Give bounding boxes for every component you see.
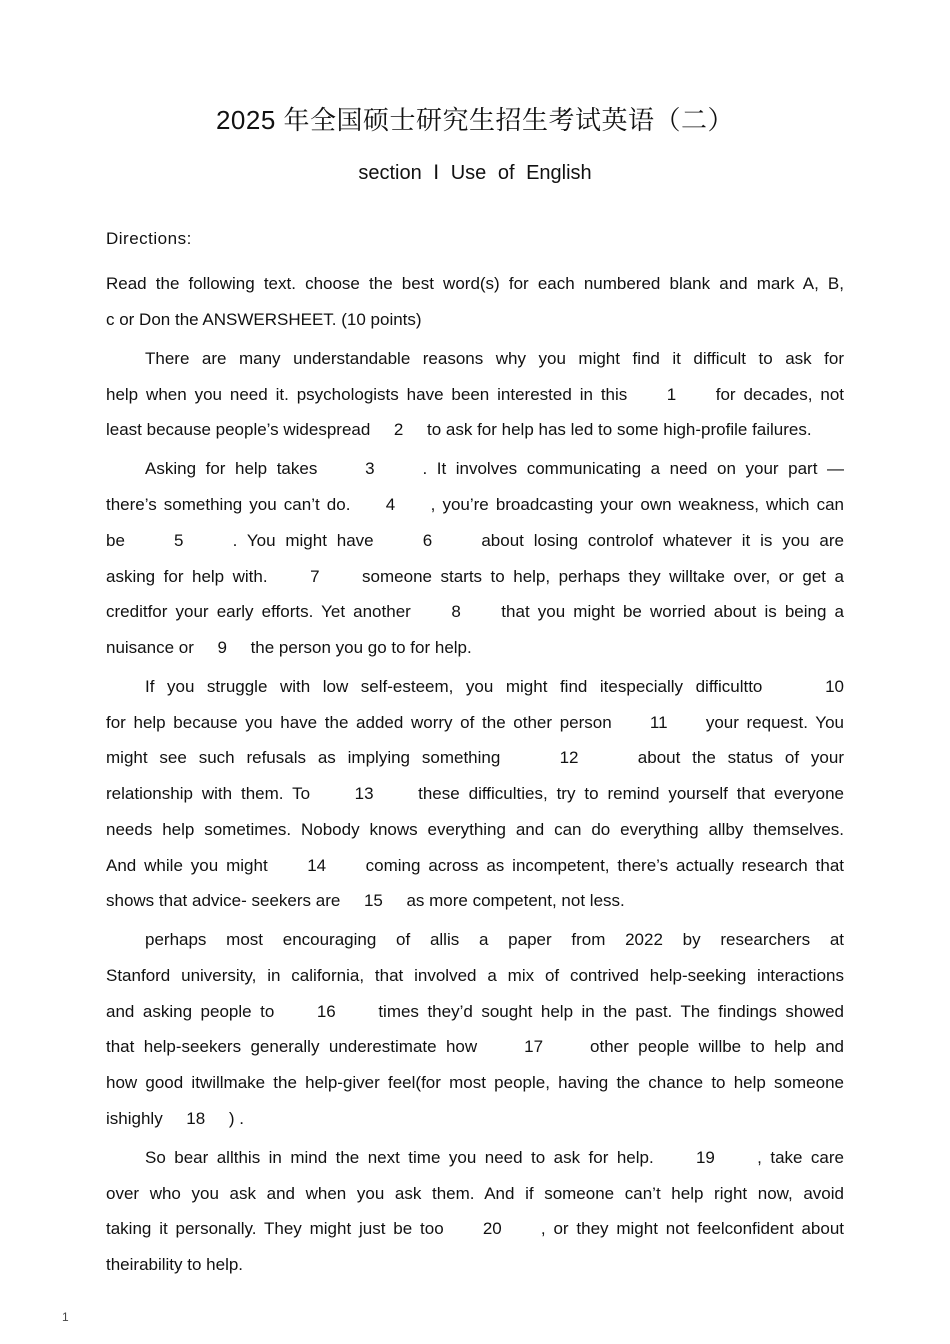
text-line: relationship with them. To 13 these difficulties, try to remind yourself that everyone — [106, 784, 844, 804]
text-line: So bear allthis in mind the next time you need to ask for help. 19 , take care — [145, 1148, 844, 1167]
paragraph — [106, 341, 844, 448]
text-line: asking for help with. 7 someone starts to help, perhaps they willtake over, or get a — [106, 566, 844, 586]
text-line: shows that advice- seekers are 15 as more competent, not less. — [106, 891, 625, 911]
text-line: theirability to help. — [106, 1255, 244, 1275]
paragraph — [106, 451, 844, 665]
text-line: There are many understandable reasons why you might find it difficult to ask for — [145, 348, 844, 368]
text-line: perhaps most encouraging of allis a paper from 2022 by researchers at — [145, 930, 844, 950]
text-line: might see such refusals as implying something 12 about the status of your — [106, 748, 844, 768]
text-line: nuisance or 9 the person you go to for help. — [106, 637, 472, 657]
text-line: needs help sometimes. Nobody knows everything and can do everything allby themselves. — [106, 819, 844, 839]
text-line: ishighly 18 ) . — [106, 1108, 244, 1128]
text-line: be 5 . You might have 6 about losing controlof whatever it is you are — [106, 530, 844, 550]
text-line: how good itwillmake the help-giver feel(for most people, having the chance to help someone — [106, 1073, 844, 1093]
directions-label: Directions: — [106, 229, 192, 248]
passage — [106, 266, 844, 1283]
text-line: help when you need it. psychologists have been interested in this 1 for decades, not — [106, 384, 844, 404]
document-body — [106, 228, 844, 1286]
text-line: c or Don the ANSWERSHEET. (10 points) — [106, 309, 422, 329]
text-line: Stanford university, in california, that involved a mix of contrived help-seeking interactions — [106, 966, 844, 986]
section-heading: section Ⅰ Use of English — [358, 162, 592, 184]
text-line: over who you ask and when you ask them. And if someone can’t help right now, avoid — [106, 1183, 844, 1203]
text-line: there’s something you can’t do. 4 , you’re broadcasting your own weakness, which can — [106, 495, 844, 515]
paragraph — [106, 922, 844, 1136]
text-line: least because people’s widespread 2 to ask for help has led to some high-profile failures. — [106, 420, 812, 440]
text-line: Asking for help takes 3 . It involves communicating a need on your part — — [145, 459, 844, 479]
text-line: that help-seekers generally underestimate how 17 other people willbe to help and — [106, 1037, 844, 1057]
text-line: for help because you have the added worry of the other person 11 your request. You — [106, 712, 844, 732]
text-line: taking it personally. They might just be too 20 , or they might not feelconfident about — [106, 1219, 844, 1239]
paragraph — [106, 669, 844, 919]
paragraph — [106, 266, 844, 337]
text-line: Read the following text. choose the best word(s) for each numbered blank and mark A, B, — [106, 274, 844, 293]
text-line: and asking people to 16 times they’d sought help in the past. The findings showed — [106, 1001, 844, 1021]
paragraph — [106, 1140, 844, 1283]
document-title: 2025 年全国硕士研究生招生考试英语（二） — [215, 105, 735, 135]
text-line: If you struggle with low self-esteem, you might find itespecially difficultto 10 — [145, 677, 844, 697]
text-line: And while you might 14 coming across as incompetent, there’s actually research that — [106, 855, 844, 875]
text-line: creditfor your early efforts. Yet another 8 that you might be worried about is being a — [106, 602, 844, 622]
page-number: 1 — [62, 1310, 69, 1324]
